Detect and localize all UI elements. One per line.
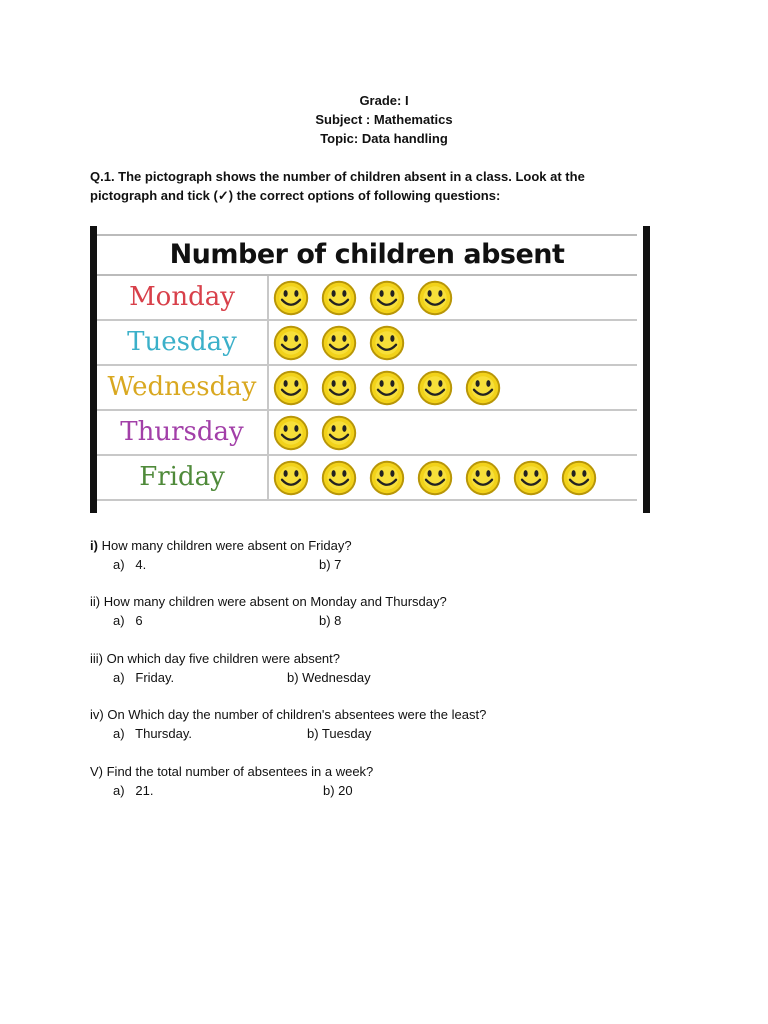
question-1-instructions: Q.1. The pictograph shows the number of children absent in a class. Look at the pictograph and tick (✓) the correct options of following questions: (90, 169, 585, 203)
smiley-face-icon (369, 460, 405, 496)
pictograph-left-border (90, 226, 97, 513)
smiley-face-icon (465, 370, 501, 406)
topic-label: Topic: Data handling (320, 131, 448, 146)
question-iii-option-a[interactable]: a) Friday. (113, 670, 175, 685)
question-ii-option-b[interactable]: b) 8 (319, 613, 342, 628)
question-iii-option-b[interactable]: b) Wednesday (287, 670, 371, 685)
subject-label: Subject : Mathematics (315, 112, 453, 127)
pictograph-row-monday (97, 276, 637, 321)
day-label-monday: Monday (97, 276, 269, 319)
pictograph-row-tuesday (97, 321, 637, 366)
question-iv-option-b[interactable]: b) Tuesday (307, 726, 372, 741)
smiley-face-icon (321, 280, 357, 316)
smiley-face-icon (273, 460, 309, 496)
smiley-face-icon (417, 460, 453, 496)
question-i-text (90, 536, 352, 555)
question-i-option-a[interactable]: a) 4. (113, 557, 147, 572)
day-label-thursday: Thursday (97, 411, 269, 454)
question-ii-option-a[interactable]: a) 6 (113, 613, 143, 628)
question-iii-text: iii) On which day five children were absent? (90, 651, 341, 666)
pictograph-row-thursday (97, 411, 637, 456)
question-v-option-b[interactable]: b) 20 (323, 783, 353, 798)
question-ii-text: ii) How many children were absent on Monday and Thursday? (90, 594, 447, 609)
day-label-tuesday: Tuesday (97, 321, 269, 364)
question-i-option-b[interactable]: b) 7 (319, 557, 342, 572)
day-label-friday: Friday (97, 456, 269, 499)
worksheet-header (0, 91, 768, 148)
day-label-wednesday: Wednesday (97, 366, 269, 409)
smiley-face-icon (369, 280, 405, 316)
smiley-face-icon (465, 460, 501, 496)
smiley-face-icon (321, 370, 357, 406)
question-v-text: V) Find the total number of absentees in a week? (90, 764, 374, 779)
smiley-face-icon (369, 325, 405, 361)
question-v-option-a[interactable]: a) 21. (113, 783, 154, 798)
smiley-face-icon (273, 415, 309, 451)
question-iv-text: iv) On Which day the number of children's absentees were the least? (90, 707, 487, 722)
question-i-label: How many children were absent on Friday? (101, 538, 352, 553)
grade-label: Grade: I (359, 93, 409, 108)
pictograph-right-border (643, 226, 650, 513)
pictograph-row-friday (97, 456, 637, 501)
smiley-face-icon (321, 415, 357, 451)
smiley-face-icon (273, 370, 309, 406)
smiley-face-icon (369, 370, 405, 406)
pictograph-title: Number of children absent (97, 234, 637, 276)
smiley-face-icon (273, 325, 309, 361)
pictograph-row-wednesday (97, 366, 637, 411)
smiley-face-icon (321, 460, 357, 496)
smiley-face-icon (513, 460, 549, 496)
pictograph (90, 226, 650, 513)
smiley-face-icon (561, 460, 597, 496)
smiley-face-icon (417, 280, 453, 316)
question-i-number: i) (90, 538, 98, 553)
smiley-face-icon (321, 325, 357, 361)
question-iv-option-a[interactable]: a) Thursday. (113, 726, 192, 741)
smiley-face-icon (417, 370, 453, 406)
smiley-face-icon (273, 280, 309, 316)
